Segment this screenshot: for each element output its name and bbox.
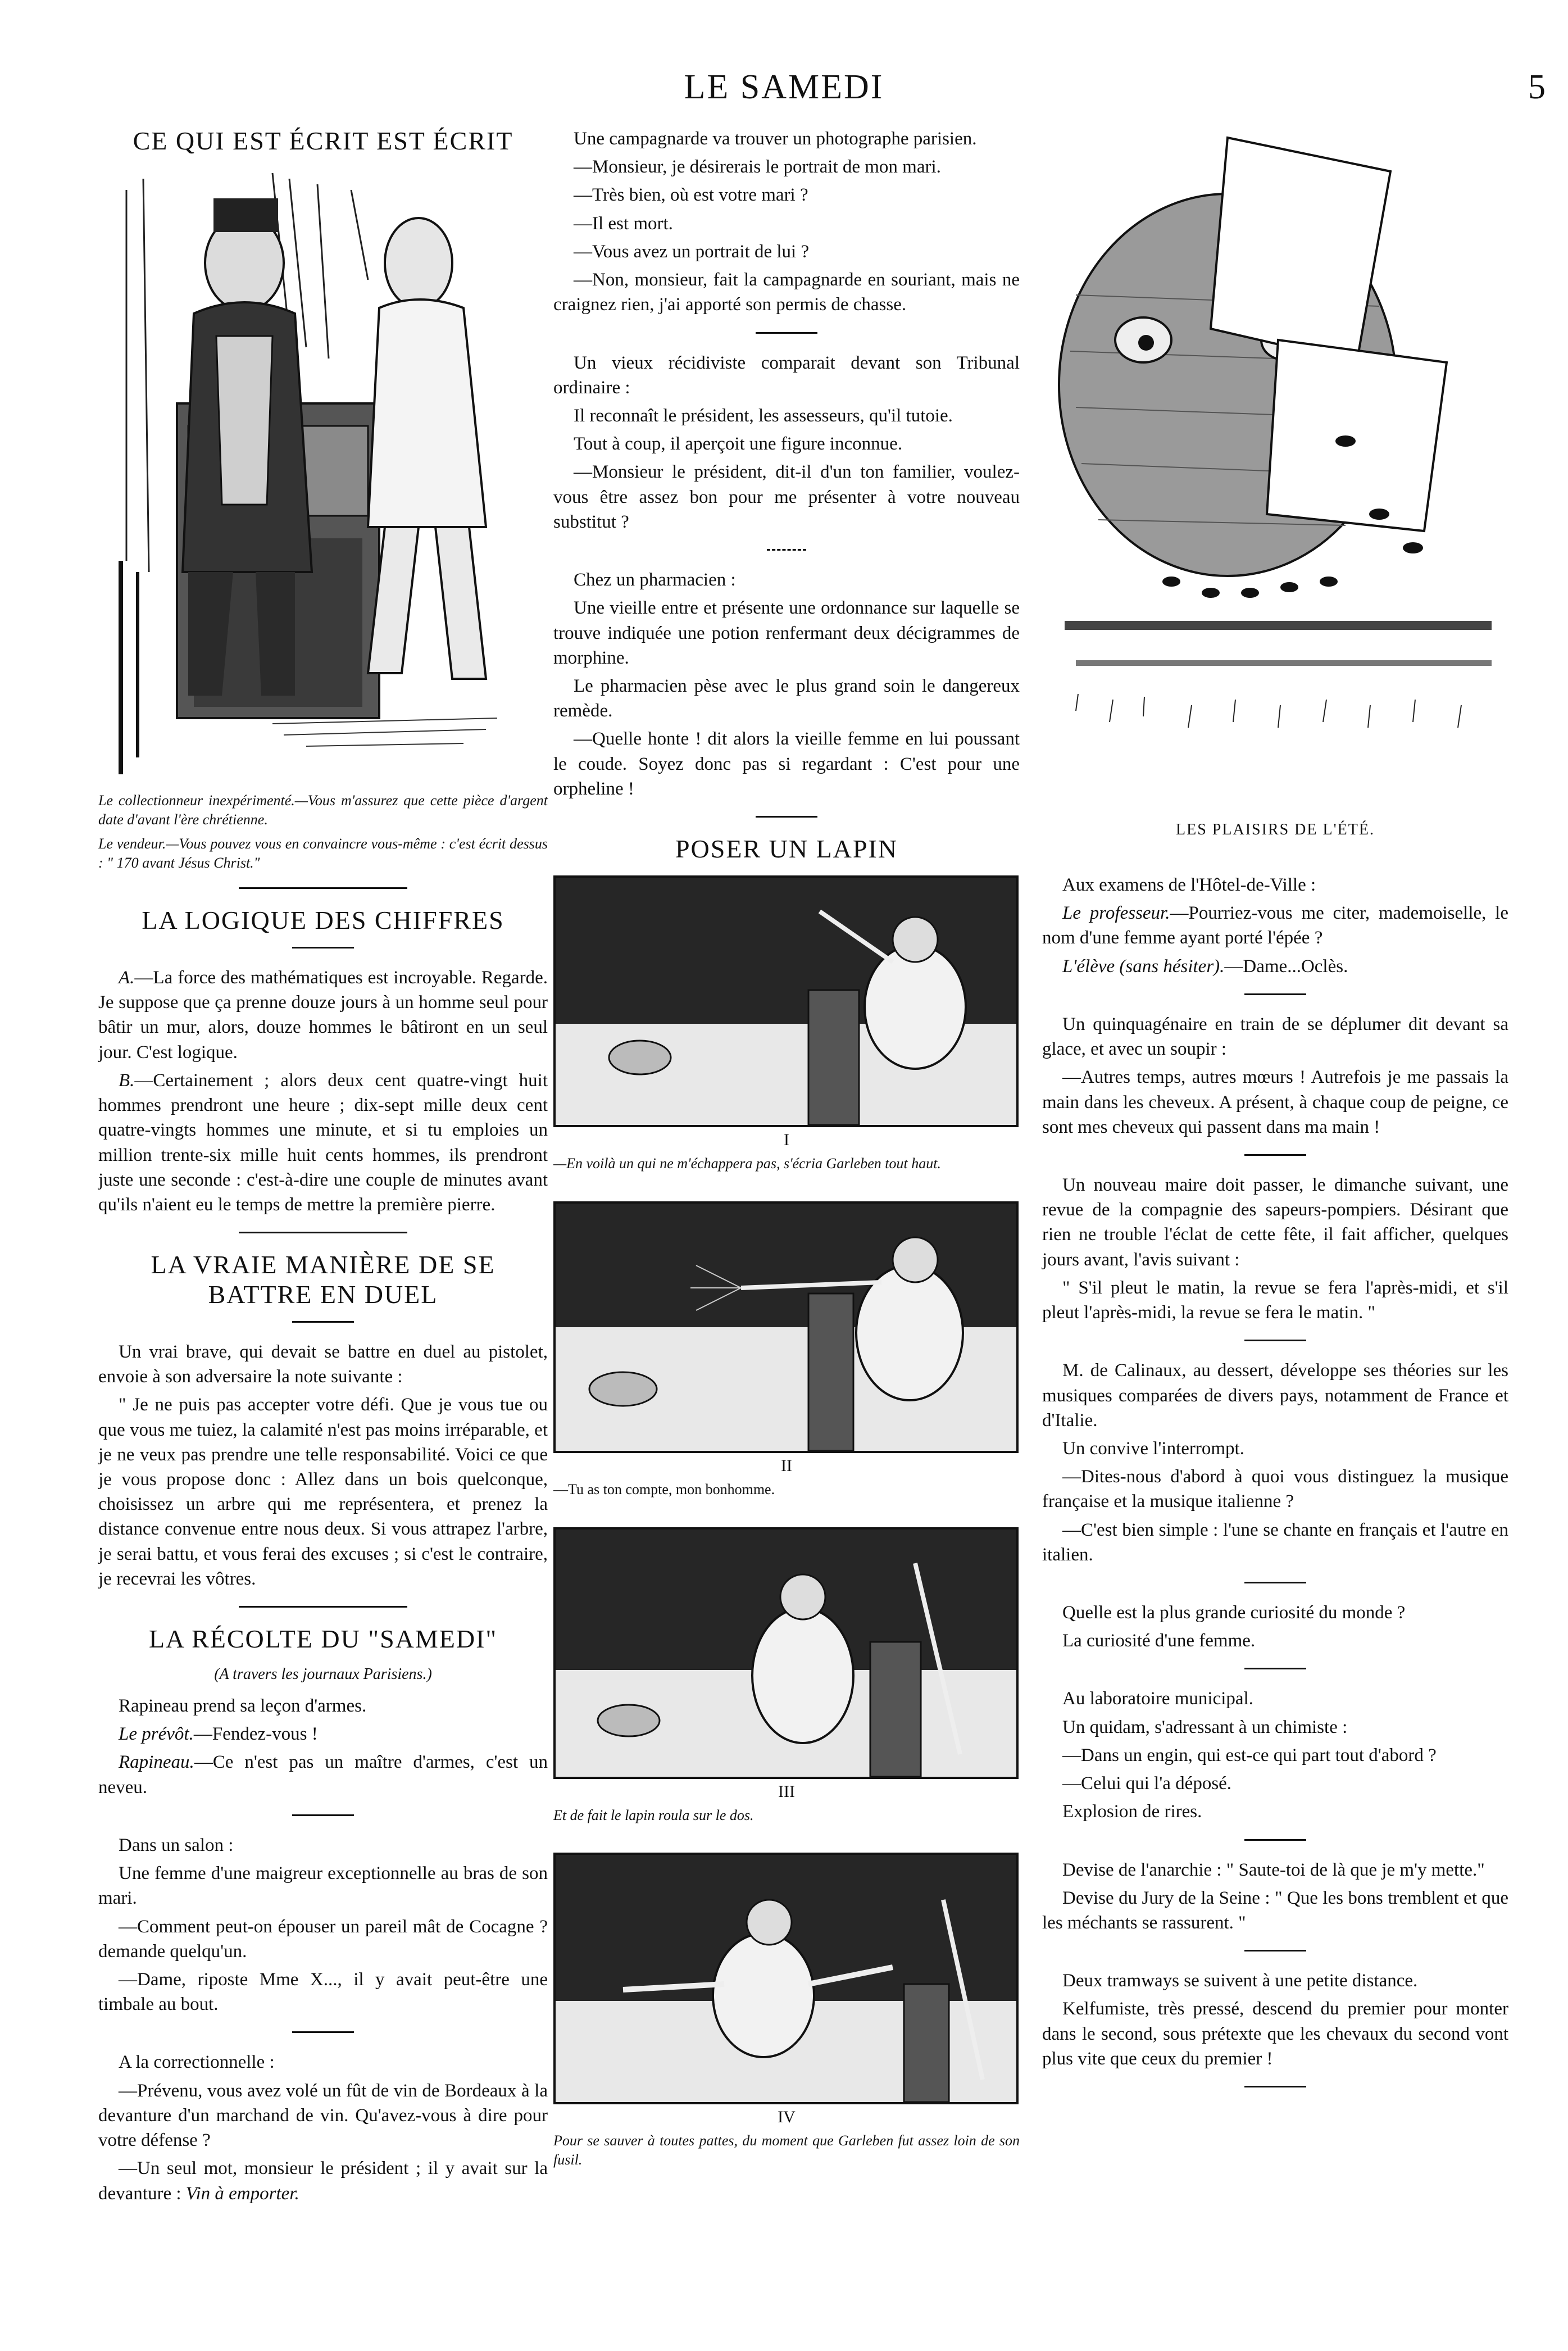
divider — [239, 1232, 407, 1233]
collector-caption-1 — [98, 791, 548, 829]
collector-caption-2 — [98, 834, 548, 873]
divider — [292, 2031, 354, 2033]
logic-paragraph-a — [98, 965, 548, 1065]
divider — [292, 947, 354, 948]
joke-line: Une campagnarde va trouver un photographe parisien. — [574, 129, 977, 149]
joke-line: " S'il pleut le matin, la revue se fera l'après-midi, et s'il pleut l'après-midi, la revue se fera le matin. " — [1042, 1277, 1508, 1323]
joke-line: A la correctionnelle : — [119, 2052, 275, 2073]
column-left — [98, 126, 548, 2209]
comic-panel-2 — [553, 1201, 1019, 1453]
column-middle — [553, 126, 1020, 2175]
panel-number: III — [778, 1782, 795, 1801]
joke-line: —Autres temps, autres mœurs ! Autrefois je me passais la main dans les cheveux. A présent, à chaque coup de peigne, ce sont mes cheveux qui passent dans ma main ! — [1042, 1067, 1508, 1137]
joke-line: Chez un pharmacien : — [574, 570, 736, 591]
joke-line: Deux tramways se suivent à une petite distance. — [1062, 1971, 1418, 1991]
panel-caption: Et de fait le lapin roula sur le dos. — [553, 1807, 754, 1823]
joke-line: Devise du Jury de la Seine : " Que les bons tremblent et que les méchants se rassurent. " — [1042, 1887, 1508, 1933]
joke-line: Dans un salon : — [119, 1835, 234, 1855]
divider — [1244, 1154, 1306, 1156]
speaker-label: L'élève (sans hésiter). — [1062, 956, 1225, 977]
joke-line: —Monsieur, je désirerais le portrait de mon mari. — [574, 157, 941, 178]
speaker-label: A. — [119, 967, 135, 988]
panel-number: II — [781, 1456, 792, 1475]
joke-line: Une vieille entre et présente une ordonnance sur laquelle se trouve indiquée une potion renfermant deux décigrammes de morphine. — [553, 598, 1020, 668]
duel-paragraph-1: Un vrai brave, qui devait se battre en duel au pistolet, envoie à son adversaire la note suivante : — [98, 1341, 548, 1387]
divider — [1244, 1582, 1306, 1583]
divider — [292, 1814, 354, 1816]
article-title-duel: LA VRAIE MANIÈRE DE SE BATTRE EN DUEL — [151, 1250, 496, 1309]
joke-line — [1042, 901, 1508, 950]
joke-line — [1042, 954, 1508, 979]
joke-line: Un quinquagénaire en train de se déplumer dit devant sa glace, et avec un soupir : — [1042, 1014, 1508, 1060]
joke-line: —Vous avez un portrait de lui ? — [574, 241, 810, 262]
collector-illustration — [104, 167, 542, 780]
speaker-label: Le prévôt. — [119, 1724, 194, 1745]
joke-text: —Ce n'est pas un maître d'armes, c'est un neveu. — [98, 1752, 548, 1798]
joke-line: M. de Calinaux, au dessert, développe ses théories sur les musiques comparées de divers pays, notamment de France et d'Italie. — [1042, 1360, 1508, 1431]
illustration-caption: LES PLAISIRS DE L'ÉTÉ. — [1176, 821, 1375, 838]
joke-text: —Fendez-vous ! — [193, 1724, 318, 1745]
summer-pleasures-illustration — [1042, 126, 1508, 818]
divider — [1244, 2086, 1306, 2087]
joke-line: Un quidam, s'adressant à un chimiste : — [1062, 1717, 1348, 1737]
article-title-logique: LA LOGIQUE DES CHIFFRES — [142, 906, 505, 935]
joke-line: Un nouveau maire doit passer, le dimanche suivant, une revue de la compagnie des sapeurs-pompiers. Désirant que rien ne trouble l'éclat de cette fête, il fait afficher, quelques jours avant, l'avis suivant : — [1042, 1174, 1508, 1270]
joke-line: —Dame, riposte Mme X..., il y avait peut-être une timbale au bout. — [98, 1969, 548, 2015]
divider — [756, 332, 817, 334]
joke-line: Aux examens de l'Hôtel-de-Ville : — [1062, 875, 1316, 895]
panel-caption: Pour se sauver à toutes pattes, du moment que Garleben fut assez loin de son fusil. — [553, 2132, 1020, 2168]
panel-caption: —En voilà un qui ne m'échappera pas, s'écria Garleben tout haut. — [553, 1155, 941, 1172]
caption-speaker: Le vendeur. — [98, 836, 166, 852]
joke-text: —Pourriez-vous me citer, mademoiselle, le nom d'une femme ayant porté l'épée ? — [1042, 903, 1509, 948]
joke-line — [98, 2156, 548, 2205]
joke-line — [98, 1750, 548, 1799]
speaker-label: Le professeur. — [1062, 903, 1170, 924]
logic-paragraph-b — [98, 1068, 548, 1217]
joke-line: Explosion de rires. — [1062, 1801, 1202, 1822]
comic-panel-1 — [553, 875, 1019, 1127]
panel-number: IV — [778, 2108, 796, 2127]
article-title-ecrit: CE QUI EST ÉCRIT EST ÉCRIT — [133, 126, 513, 155]
divider — [1244, 1839, 1306, 1841]
joke-line: —Celui qui l'a déposé. — [1062, 1773, 1232, 1794]
divider — [1244, 1668, 1306, 1669]
comic-panel-3 — [553, 1527, 1019, 1779]
divider — [1244, 1950, 1306, 1951]
article-title-recolte: LA RÉCOLTE DU "SAMEDI" — [148, 1624, 498, 1654]
joke-line: Quelle est la plus grande curiosité du monde ? — [1062, 1603, 1406, 1623]
column-right — [1042, 126, 1508, 2104]
newspaper-title: LE SAMEDI — [684, 68, 884, 106]
joke-line: Au laboratoire municipal. — [1062, 1689, 1253, 1709]
joke-line: Une femme d'une maigreur exceptionnelle au bras de son mari. — [98, 1863, 548, 1909]
divider — [756, 816, 817, 818]
joke-line: Un convive l'interrompt. — [1062, 1438, 1244, 1459]
joke-line: —Il est mort. — [574, 213, 673, 234]
duel-paragraph-2: " Je ne puis pas accepter votre défi. Que je vous tue ou que vous me tuiez, la calamité n'est pas moins irréparable, et je ne veux pas prendre une telle responsabilité. Voici ce que je vous propose donc : Allez dans un bois quelconque, choisissez un arbre qui me représentera, et prenez la distance convenue entre nous deux. Si vous attrapez l'arbre, je serai battu, et vous ferai des excuses ; si c'est le contraire, je recevrai les vôtres. — [98, 1395, 548, 1589]
joke-line: —Prévenu, vous avez volé un fût de vin de Bordeaux à la devanture d'un marchand de vin. Qu'avez-vous à dire pour votre défense ? — [98, 2080, 548, 2151]
joke-text: —Un seul mot, monsieur le président ; il y avait sur la devanture : — [98, 2158, 548, 2204]
joke-line: Devise de l'anarchie : " Saute-toi de là que je m'y mette." — [1062, 1859, 1485, 1880]
page-number: 5 — [1528, 68, 1546, 106]
joke-line: Tout à coup, il aperçoit une figure inconnue. — [574, 434, 903, 455]
panel-caption: —Tu as ton compte, mon bonhomme. — [553, 1481, 775, 1497]
divider — [239, 887, 407, 889]
joke-line: Il reconnaît le président, les assesseurs, qu'il tutoie. — [574, 405, 953, 426]
panel-number: I — [784, 1130, 789, 1149]
paragraph-text: —Certainement ; alors deux cent quatre-vingt huit hommes prendront une heure ; dix-sept mille deux cent quatre-vingts hommes une minute, et si tu emploies un million trente-six mille huit cents hommes, ils prendront juste une seconde : c'est-à-dire une couple de minutes avant qu'ils n'aient eu le temps de mettre la première pierre. — [98, 1070, 548, 1215]
caption-text: —Vous pouvez vous en convaincre vous-même : c'est écrit dessus : " 170 avant Jésus Christ." — [98, 836, 548, 872]
divider — [1244, 1340, 1306, 1341]
joke-line: —Très bien, où est votre mari ? — [574, 185, 808, 206]
divider — [1244, 993, 1306, 995]
joke-line: —Non, monsieur, fait la campagnarde en souriant, mais ne craignez rien, j'ai apporté son permis de chasse. — [553, 270, 1020, 315]
punchline: Vin à emporter. — [185, 2183, 299, 2204]
joke-line: —Dites-nous d'abord à quoi vous distinguez la musique française et la musique italienne ? — [1042, 1467, 1508, 1512]
divider — [239, 1606, 407, 1608]
article-subtitle: (A travers les journaux Parisiens.) — [214, 1665, 432, 1683]
caption-speaker: Le collectionneur inexpérimenté. — [98, 792, 295, 809]
series-title: POSER UN LAPIN — [675, 834, 898, 864]
divider — [767, 549, 806, 551]
joke-line: —Quelle honte ! dit alors la vieille femme en lui poussant le coude. Soyez donc pas si regardant : C'est pour une orpheline ! — [553, 729, 1020, 799]
joke-line: —Dans un engin, qui est-ce qui part tout d'abord ? — [1062, 1745, 1437, 1765]
paragraph-text: —La force des mathématiques est incroyable. Regarde. Je suppose que ça prenne douze jours à un homme seul pour bâtir un mur, alors, douze hommes le bâtiront en un seul jour. C'est logique. — [98, 967, 548, 1063]
joke-line: —Comment peut-on épouser un pareil mât de Cocagne ? demande quelqu'un. — [98, 1916, 548, 1962]
joke-line: Un vieux récidiviste comparait devant son Tribunal ordinaire : — [553, 352, 1020, 398]
joke-line: —C'est bien simple : l'une se chante en français et l'autre en italien. — [1042, 1519, 1508, 1565]
joke-line: Rapineau prend sa leçon d'armes. — [119, 1696, 367, 1717]
speaker-label: Rapineau. — [119, 1752, 194, 1773]
joke-line: —Monsieur le président, dit-il d'un ton familier, voulez-vous être assez bon pour me présenter à votre nouveau substitut ? — [553, 462, 1020, 532]
joke-line: Le pharmacien pèse avec le plus grand soin le dangereux remède. — [553, 675, 1020, 721]
joke-line: La curiosité d'une femme. — [1062, 1631, 1256, 1651]
caption-text: —Vous m'assurez que cette pièce d'argent date d'avant l'ère chrétienne. — [98, 792, 548, 828]
speaker-label: B. — [119, 1070, 135, 1091]
comic-panel-4 — [553, 1853, 1019, 2104]
joke-text: —Dame...Oclès. — [1224, 956, 1348, 977]
joke-line — [98, 1722, 548, 1746]
joke-line: Kelfumiste, très pressé, descend du premier pour monter dans le second, sous prétexte que les chevaux du second vont plus vite que ceux du premier ! — [1042, 1999, 1508, 2069]
divider — [292, 1321, 354, 1323]
